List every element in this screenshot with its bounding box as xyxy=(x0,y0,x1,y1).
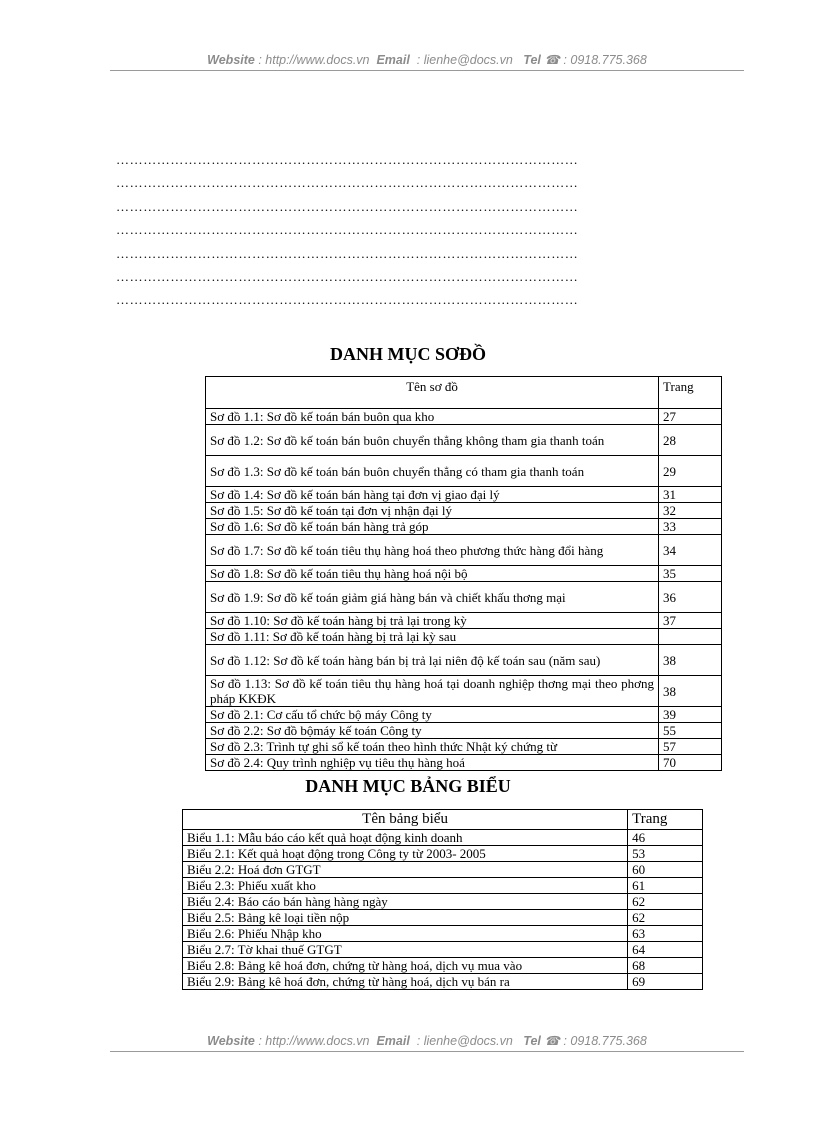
row-name: Biểu 2.7: Tờ khai thuế GTGT xyxy=(183,942,628,958)
table-row xyxy=(206,676,722,707)
table-row xyxy=(206,645,722,676)
dot-line: ………………………………………………………………………………………… xyxy=(116,222,579,238)
row-page: 62 xyxy=(628,910,703,926)
table-row xyxy=(206,629,722,645)
footer-tel-label: Tel xyxy=(523,1034,541,1048)
row-name: Sơ đồ 1.8: Sơ đồ kế toán tiêu thụ hàng hoá nội bộ xyxy=(206,566,659,582)
table-list-title: DANH MỤC BẢNG BIỂU xyxy=(305,776,511,796)
row-page: 70 xyxy=(659,755,722,771)
table-row xyxy=(183,974,703,990)
table-row xyxy=(183,910,703,926)
row-name: Sơ đồ 1.12: Sơ đồ kế toán hàng bán bị trả lại niên độ kế toán sau (năm sau) xyxy=(206,645,659,676)
table-row xyxy=(206,755,722,771)
header-tel-value: ☎ : 0918.775.368 xyxy=(544,53,647,67)
footer-email-value[interactable]: : lienhe@docs.vn xyxy=(416,1034,513,1048)
col-header-page: Trang xyxy=(628,810,703,830)
col-header-name: Tên sơ đồ xyxy=(206,377,659,409)
row-name: Sơ đồ 1.11: Sơ đồ kế toán hàng bị trả lại kỳ sau xyxy=(206,629,659,645)
footer-website-url[interactable]: : http://www.docs.vn xyxy=(258,1034,370,1048)
row-page: 35 xyxy=(659,566,722,582)
row-page: 38 xyxy=(659,676,722,707)
row-name: Biểu 2.8: Bảng kê hoá đơn, chứng từ hàng hoá, dịch vụ mua vào xyxy=(183,958,628,974)
row-page: 34 xyxy=(659,535,722,566)
header-divider xyxy=(110,70,744,71)
row-page: 60 xyxy=(628,862,703,878)
dot-line: ………………………………………………………………………………………… xyxy=(116,198,579,214)
row-name: Biểu 2.6: Phiếu Nhập kho xyxy=(183,926,628,942)
header-website-url[interactable]: : http://www.docs.vn xyxy=(258,53,370,67)
row-page: 39 xyxy=(659,707,722,723)
diagram-list-table xyxy=(205,376,722,771)
row-page: 61 xyxy=(628,878,703,894)
table-row xyxy=(206,409,722,425)
table-row xyxy=(206,582,722,613)
table-header-row xyxy=(183,810,703,830)
table-header-row xyxy=(206,377,722,409)
dotted-lines xyxy=(116,148,720,312)
table-row xyxy=(183,942,703,958)
row-name: Biểu 2.5: Bảng kê loại tiền nộp xyxy=(183,910,628,926)
table-row xyxy=(183,926,703,942)
table-list-table xyxy=(182,809,703,990)
table-row xyxy=(206,425,722,456)
row-name: Sơ đồ 2.4: Quy trình nghiệp vụ tiêu thụ hàng hoá xyxy=(206,755,659,771)
row-page: 37 xyxy=(659,613,722,629)
dot-line: ………………………………………………………………………………………… xyxy=(116,175,579,191)
col-header-name: Tên bảng biểu xyxy=(183,810,628,830)
row-page: 28 xyxy=(659,425,722,456)
row-name: Sơ đồ 2.3: Trình tự ghi sổ kế toán theo hình thức Nhật ký chứng từ xyxy=(206,739,659,755)
header-website-label: Website xyxy=(207,53,255,67)
table-row xyxy=(183,830,703,846)
table-row xyxy=(206,613,722,629)
row-name: Sơ đồ 1.5: Sơ đồ kế toán tại đơn vị nhận đại lý xyxy=(206,503,659,519)
col-header-page: Trang xyxy=(659,377,722,409)
footer-website-label: Website xyxy=(207,1034,255,1048)
row-name: Biểu 2.2: Hoá đơn GTGT xyxy=(183,862,628,878)
table-row xyxy=(206,519,722,535)
table-row xyxy=(206,707,722,723)
row-name: Sơ đồ 1.3: Sơ đồ kế toán bán buôn chuyển thẳng có tham gia thanh toán xyxy=(206,456,659,487)
row-page: 46 xyxy=(628,830,703,846)
row-page: 57 xyxy=(659,739,722,755)
table-row xyxy=(206,535,722,566)
row-name: Sơ đồ 1.9: Sơ đồ kế toán giảm giá hàng bán và chiết khấu thơng mại xyxy=(206,582,659,613)
table-row xyxy=(183,894,703,910)
header-tel-label: Tel xyxy=(523,53,541,67)
row-page: 33 xyxy=(659,519,722,535)
diagram-list-title: DANH MỤC SƠĐỒ xyxy=(330,344,486,364)
row-name: Sơ đồ 1.1: Sơ đồ kế toán bán buôn qua kho xyxy=(206,409,659,425)
row-name: Sơ đồ 1.13: Sơ đồ kế toán tiêu thụ hàng hoá tại doanh nghiệp thơng mại theo phơng pháp KKĐK xyxy=(206,676,659,707)
row-name: Sơ đồ 2.2: Sơ đồ bộmáy kế toán Công ty xyxy=(206,723,659,739)
page-header xyxy=(110,52,744,67)
row-page: 29 xyxy=(659,456,722,487)
row-page: 27 xyxy=(659,409,722,425)
row-page: 38 xyxy=(659,645,722,676)
table-row xyxy=(206,566,722,582)
table-row xyxy=(183,846,703,862)
row-page: 64 xyxy=(628,942,703,958)
table-row xyxy=(206,739,722,755)
table-row xyxy=(206,503,722,519)
dot-line: ………………………………………………………………………………………… xyxy=(116,152,579,167)
row-name: Biểu 1.1: Mẫu báo cáo kết quả hoạt động kinh doanh xyxy=(183,830,628,846)
row-name: Sơ đồ 1.4: Sơ đồ kế toán bán hàng tại đơn vị giao đại lý xyxy=(206,487,659,503)
table-row xyxy=(183,862,703,878)
row-name: Biểu 2.1: Kết quả hoạt động trong Công ty từ 2003- 2005 xyxy=(183,846,628,862)
header-email-label: Email xyxy=(376,53,410,67)
table-row xyxy=(206,487,722,503)
row-name: Biểu 2.3: Phiếu xuất kho xyxy=(183,878,628,894)
footer-tel-value: ☎ : 0918.775.368 xyxy=(544,1034,647,1048)
row-name: Sơ đồ 1.6: Sơ đồ kế toán bán hàng trả góp xyxy=(206,519,659,535)
row-page: 69 xyxy=(628,974,703,990)
dot-line: ………………………………………………………………………………………… xyxy=(116,268,579,284)
dot-line: ………………………………………………………………………………………… xyxy=(116,245,579,261)
page-footer xyxy=(110,1033,744,1048)
row-name: Sơ đồ 2.1: Cơ cấu tổ chức bộ máy Công ty xyxy=(206,707,659,723)
table-row xyxy=(183,878,703,894)
row-name: Sơ đồ 1.2: Sơ đồ kế toán bán buôn chuyển thẳng không tham gia thanh toán xyxy=(206,425,659,456)
table-row xyxy=(206,456,722,487)
row-name: Sơ đồ 1.7: Sơ đồ kế toán tiêu thụ hàng hoá theo phương thức hàng đổi hàng xyxy=(206,535,659,566)
row-page: 32 xyxy=(659,503,722,519)
row-page: 31 xyxy=(659,487,722,503)
row-page: 55 xyxy=(659,723,722,739)
row-page: 68 xyxy=(628,958,703,974)
dot-line: ………………………………………………………………………………………… xyxy=(116,292,579,308)
row-name: Biểu 2.4: Báo cáo bán hàng hàng ngày xyxy=(183,894,628,910)
row-page xyxy=(659,629,722,645)
header-email-value[interactable]: : lienhe@docs.vn xyxy=(416,53,513,67)
row-page: 63 xyxy=(628,926,703,942)
table-row xyxy=(183,958,703,974)
footer-email-label: Email xyxy=(376,1034,410,1048)
row-page: 53 xyxy=(628,846,703,862)
table-row xyxy=(206,723,722,739)
row-page: 62 xyxy=(628,894,703,910)
footer-divider xyxy=(110,1051,744,1052)
row-page: 36 xyxy=(659,582,722,613)
row-name: Biểu 2.9: Bảng kê hoá đơn, chứng từ hàng hoá, dịch vụ bán ra xyxy=(183,974,628,990)
row-name: Sơ đồ 1.10: Sơ đồ kế toán hàng bị trả lại trong kỳ xyxy=(206,613,659,629)
